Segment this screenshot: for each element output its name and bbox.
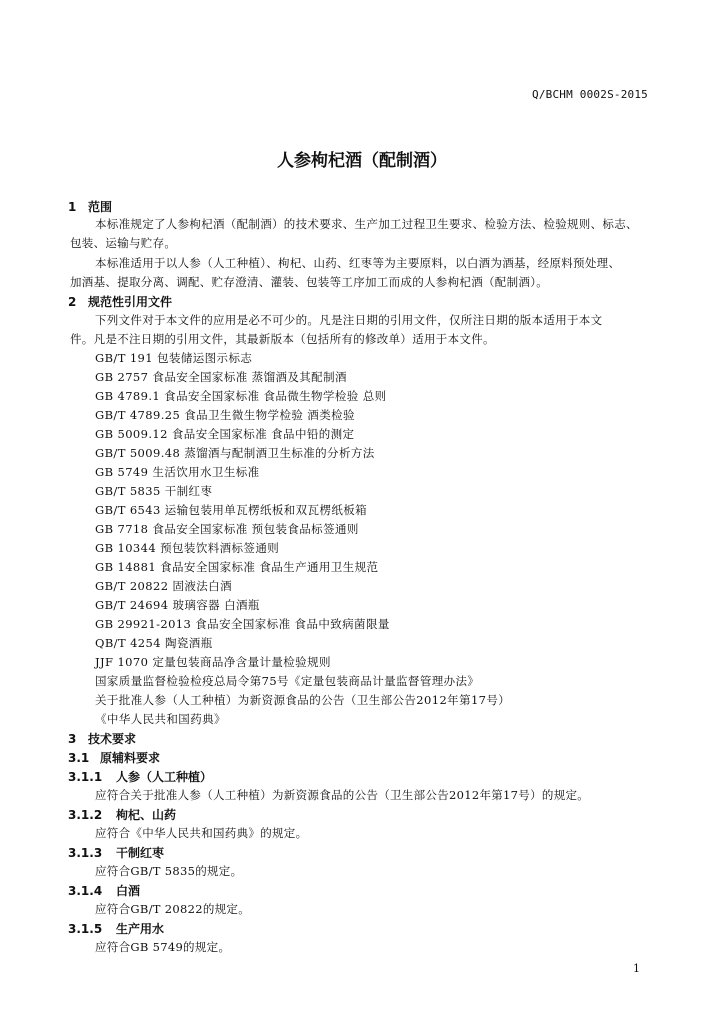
section-number: 1 — [68, 200, 77, 214]
reference-item: GB/T 191 包装储运图示标志 — [95, 351, 253, 365]
paragraph-line: 件。凡是不注日期的引用文件，其最新版本（包括所有的修改单）适用于本文件。 — [70, 332, 495, 346]
paragraph-line: 包装、运输与贮存。 — [70, 236, 177, 250]
section-title: 规范性引用文件 — [88, 295, 173, 309]
paragraph-line: 本标准规定了人参枸杞酒（配制酒）的技术要求、生产加工过程卫生要求、检验方法、检验规则、标志、 — [95, 217, 638, 231]
reference-item: QB/T 4254 陶瓷酒瓶 — [95, 636, 213, 650]
section-title: 范围 — [88, 200, 113, 214]
reference-item: JJF 1070 定量包装商品净含量计量检验规则 — [95, 655, 331, 669]
reference-item: GB 5009.12 食品安全国家标准 食品中铅的测定 — [95, 427, 355, 441]
clause-title: 生产用水 — [116, 922, 165, 936]
paragraph-line: 下列文件对于本文件的应用是必不可少的。凡是注日期的引用文件，仅所注日期的版本适用于本文 — [95, 313, 603, 327]
reference-item: GB 4789.1 食品安全国家标准 食品微生物学检验 总则 — [95, 389, 387, 403]
section-1-heading — [68, 198, 112, 215]
clause-title: 白酒 — [116, 884, 141, 898]
paragraph-line: 本标准适用于以人参（人工种植）、枸杞、山药、红枣等为主要原料，以白酒为酒基，经原料预处理、 — [95, 256, 621, 270]
clause-heading — [68, 806, 176, 823]
standard-code: Q/BCHM 0002S-2015 — [532, 88, 648, 101]
clause-text: 应符合《中华人民共和国药典》的规定。 — [95, 826, 308, 840]
clause-number: 3.1.5 — [68, 922, 103, 936]
reference-item: GB/T 24694 玻璃容器 白酒瓶 — [95, 598, 260, 612]
clause-title: 枸杞、山药 — [116, 808, 177, 822]
reference-item: GB/T 5009.48 蒸馏酒与配制酒卫生标准的分析方法 — [95, 446, 375, 460]
clause-title: 干制红枣 — [116, 846, 165, 860]
section-2-heading — [68, 293, 172, 310]
reference-item: GB 5749 生活饮用水卫生标准 — [95, 465, 260, 479]
subsection-title: 原辅料要求 — [100, 751, 161, 765]
clause-text: 应符合GB/T 20822的规定。 — [95, 902, 251, 916]
subsection-number: 3.1 — [68, 751, 90, 765]
section-title: 技术要求 — [88, 732, 137, 746]
clause-heading — [68, 768, 212, 785]
reference-item: 《中华人民共和国药典》 — [95, 712, 226, 726]
clause-heading — [68, 882, 140, 899]
reference-item: 国家质量监督检验检疫总局令第75号《定量包装商品计量监督管理办法》 — [95, 674, 480, 688]
clause-number: 3.1.3 — [68, 846, 103, 860]
page-number: 1 — [633, 962, 640, 975]
reference-item: GB 29921-2013 食品安全国家标准 食品中致病菌限量 — [95, 617, 390, 631]
section-3-heading — [68, 730, 136, 747]
reference-item: GB 2757 食品安全国家标准 蒸馏酒及其配制酒 — [95, 370, 347, 384]
reference-item: GB/T 4789.25 食品卫生微生物学检验 酒类检验 — [95, 408, 355, 422]
clause-title: 人参（人工种植） — [116, 770, 213, 784]
reference-item: GB/T 6543 运输包装用单瓦楞纸板和双瓦楞纸板箱 — [95, 503, 368, 517]
clause-text: 应符合关于批准人参（人工种植）为新资源食品的公告（卫生部公告2012年第17号）的规定。 — [95, 788, 590, 802]
reference-item: 关于批准人参（人工种植）为新资源食品的公告（卫生部公告2012年第17号） — [95, 693, 511, 707]
paragraph-line: 加酒基、提取分离、调配、贮存澄清、灌装、包装等工序加工而成的人参枸杞酒（配制酒）。 — [70, 275, 549, 289]
section-number: 2 — [68, 295, 77, 309]
reference-item: GB 7718 食品安全国家标准 预包装食品标签通则 — [95, 522, 359, 536]
reference-item: GB 10344 预包装饮料酒标签通则 — [95, 541, 280, 555]
clause-text: 应符合GB 5749的规定。 — [95, 940, 231, 954]
subsection-3-1-heading — [68, 749, 160, 766]
reference-item: GB 14881 食品安全国家标准 食品生产通用卫生规范 — [95, 560, 379, 574]
clause-number: 3.1.4 — [68, 884, 103, 898]
clause-heading — [68, 844, 164, 861]
clause-text: 应符合GB/T 5835的规定。 — [95, 864, 243, 878]
clause-number: 3.1.2 — [68, 808, 103, 822]
reference-item: GB/T 5835 干制红枣 — [95, 484, 213, 498]
reference-item: GB/T 20822 固液法白酒 — [95, 579, 232, 593]
section-number: 3 — [68, 732, 77, 746]
clause-heading — [68, 920, 164, 937]
clause-number: 3.1.1 — [68, 770, 103, 784]
document-title: 人参枸杞酒（配制酒） — [277, 151, 447, 171]
